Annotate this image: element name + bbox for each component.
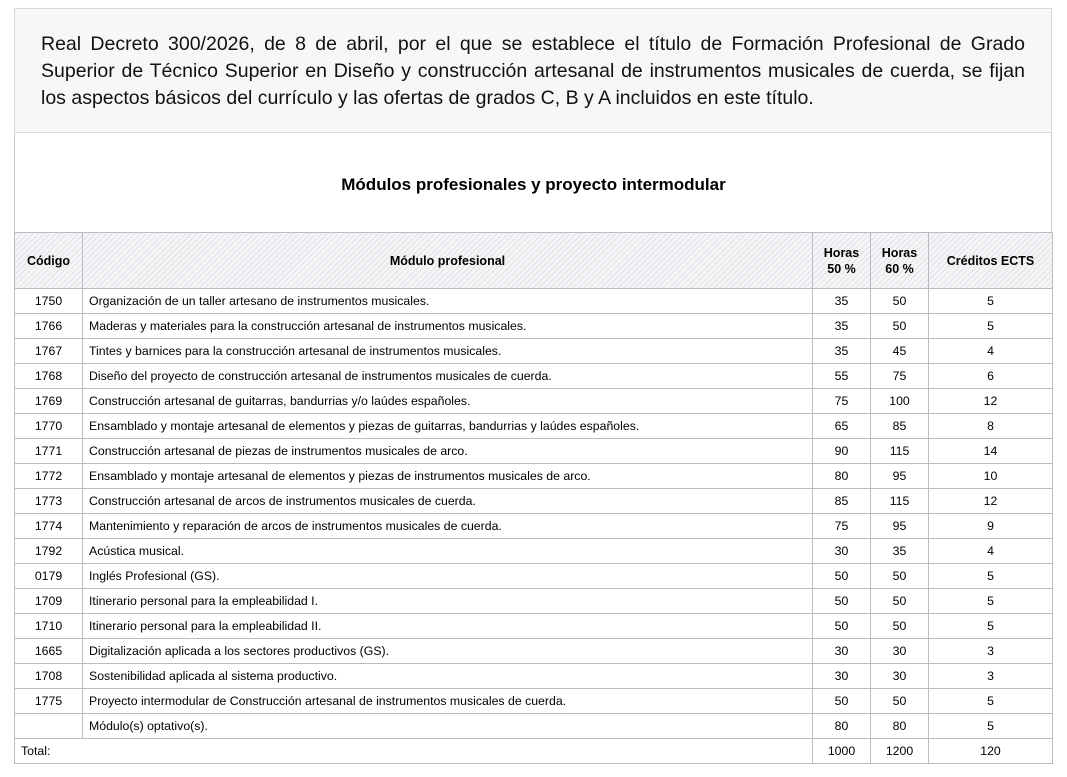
cell-horas-50: 30 xyxy=(813,664,871,689)
cell-codigo: 1772 xyxy=(15,464,83,489)
cell-ects: 4 xyxy=(929,339,1053,364)
cell-horas-60: 35 xyxy=(871,539,929,564)
cell-horas-50: 30 xyxy=(813,639,871,664)
cell-codigo: 1709 xyxy=(15,589,83,614)
cell-modulo: Inglés Profesional (GS). xyxy=(83,564,813,589)
cell-horas-50: 30 xyxy=(813,539,871,564)
cell-ects: 9 xyxy=(929,514,1053,539)
cell-horas-50: 35 xyxy=(813,314,871,339)
cell-codigo: 1792 xyxy=(15,539,83,564)
table-row xyxy=(15,714,1053,739)
cell-codigo: 1766 xyxy=(15,314,83,339)
cell-codigo: 1708 xyxy=(15,664,83,689)
cell-modulo: Sostenibilidad aplicada al sistema productivo. xyxy=(83,664,813,689)
cell-ects: 14 xyxy=(929,439,1053,464)
table-row xyxy=(15,364,1053,389)
cell-horas-50: 80 xyxy=(813,464,871,489)
cell-horas-60: 50 xyxy=(871,614,929,639)
column-header-creditos-ects: Créditos ECTS xyxy=(929,233,1053,289)
modules-table-wrapper xyxy=(14,232,1052,764)
cell-horas-60: 85 xyxy=(871,414,929,439)
table-row xyxy=(15,289,1053,314)
total-horas-60: 1200 xyxy=(871,739,929,764)
cell-codigo: 1768 xyxy=(15,364,83,389)
table-row xyxy=(15,314,1053,339)
cell-horas-50: 55 xyxy=(813,364,871,389)
cell-horas-60: 95 xyxy=(871,514,929,539)
table-header-row xyxy=(15,233,1053,289)
cell-modulo: Mantenimiento y reparación de arcos de instrumentos musicales de cuerda. xyxy=(83,514,813,539)
table-row xyxy=(15,489,1053,514)
cell-modulo: Diseño del proyecto de construcción artesanal de instrumentos musicales de cuerda. xyxy=(83,364,813,389)
cell-modulo: Organización de un taller artesano de instrumentos musicales. xyxy=(83,289,813,314)
cell-horas-60: 80 xyxy=(871,714,929,739)
cell-horas-50: 50 xyxy=(813,564,871,589)
total-creditos-ects: 120 xyxy=(929,739,1053,764)
table-row xyxy=(15,414,1053,439)
cell-ects: 5 xyxy=(929,564,1053,589)
cell-horas-50: 75 xyxy=(813,389,871,414)
cell-horas-60: 75 xyxy=(871,364,929,389)
cell-modulo: Construcción artesanal de guitarras, bandurrias y/o laúdes españoles. xyxy=(83,389,813,414)
cell-horas-50: 90 xyxy=(813,439,871,464)
total-label: Total: xyxy=(15,739,813,764)
cell-codigo: 1771 xyxy=(15,439,83,464)
cell-modulo: Digitalización aplicada a los sectores productivos (GS). xyxy=(83,639,813,664)
cell-codigo: 0179 xyxy=(15,564,83,589)
horas-50-line2: 50 % xyxy=(827,261,856,276)
cell-horas-60: 50 xyxy=(871,314,929,339)
cell-codigo: 1775 xyxy=(15,689,83,714)
cell-horas-60: 30 xyxy=(871,664,929,689)
cell-modulo: Módulo(s) optativo(s). xyxy=(83,714,813,739)
cell-codigo xyxy=(15,714,83,739)
cell-modulo: Ensamblado y montaje artesanal de elementos y piezas de guitarras, bandurrias y laúdes españoles. xyxy=(83,414,813,439)
column-header-modulo-profesional: Módulo profesional xyxy=(83,233,813,289)
table-footer xyxy=(15,739,1053,764)
table-row xyxy=(15,589,1053,614)
cell-horas-50: 85 xyxy=(813,489,871,514)
table-row xyxy=(15,664,1053,689)
cell-horas-50: 50 xyxy=(813,589,871,614)
cell-codigo: 1750 xyxy=(15,289,83,314)
cell-ects: 12 xyxy=(929,389,1053,414)
column-header-codigo: Código xyxy=(15,233,83,289)
cell-ects: 5 xyxy=(929,714,1053,739)
cell-horas-60: 45 xyxy=(871,339,929,364)
cell-ects: 3 xyxy=(929,664,1053,689)
total-row xyxy=(15,739,1053,764)
cell-codigo: 1774 xyxy=(15,514,83,539)
cell-ects: 4 xyxy=(929,539,1053,564)
table-row xyxy=(15,689,1053,714)
cell-ects: 6 xyxy=(929,364,1053,389)
decree-banner xyxy=(14,8,1052,133)
cell-horas-60: 50 xyxy=(871,289,929,314)
column-header-horas-60 xyxy=(871,233,929,289)
cell-horas-60: 50 xyxy=(871,589,929,614)
cell-horas-50: 75 xyxy=(813,514,871,539)
cell-ects: 5 xyxy=(929,289,1053,314)
cell-horas-50: 50 xyxy=(813,689,871,714)
cell-horas-60: 50 xyxy=(871,564,929,589)
cell-codigo: 1773 xyxy=(15,489,83,514)
cell-horas-60: 95 xyxy=(871,464,929,489)
cell-modulo: Tintes y barnices para la construcción artesanal de instrumentos musicales. xyxy=(83,339,813,364)
cell-horas-60: 50 xyxy=(871,689,929,714)
cell-modulo: Itinerario personal para la empleabilidad I. xyxy=(83,589,813,614)
cell-horas-60: 30 xyxy=(871,639,929,664)
horas-60-line2: 60 % xyxy=(885,261,914,276)
cell-horas-60: 115 xyxy=(871,489,929,514)
modules-table xyxy=(14,232,1053,764)
cell-ects: 10 xyxy=(929,464,1053,489)
cell-ects: 5 xyxy=(929,689,1053,714)
cell-ects: 8 xyxy=(929,414,1053,439)
cell-ects: 5 xyxy=(929,589,1053,614)
section-heading: Módulos profesionales y proyecto intermodular xyxy=(341,175,726,194)
cell-ects: 3 xyxy=(929,639,1053,664)
cell-horas-50: 35 xyxy=(813,339,871,364)
decree-title-text: Real Decreto 300/2026, de 8 de abril, por el que se establece el título de Formación Profesional de Grado Superior de Técnico Superior en Diseño y construcción artesanal de instrumentos musicales de cuerda, se fijan los aspectos básicos del currículo y las ofertas de grados C, B y A incluidos en este título. xyxy=(41,33,1031,109)
cell-modulo: Acústica musical. xyxy=(83,539,813,564)
cell-modulo: Proyecto intermodular de Construcción artesanal de instrumentos musicales de cuerda. xyxy=(83,689,813,714)
cell-horas-50: 50 xyxy=(813,614,871,639)
cell-modulo: Ensamblado y montaje artesanal de elementos y piezas de instrumentos musicales de arco. xyxy=(83,464,813,489)
cell-modulo: Construcción artesanal de arcos de instrumentos musicales de cuerda. xyxy=(83,489,813,514)
cell-horas-50: 35 xyxy=(813,289,871,314)
table-header xyxy=(15,233,1053,289)
table-row xyxy=(15,439,1053,464)
table-row xyxy=(15,639,1053,664)
horas-50-line1: Horas xyxy=(823,245,860,260)
column-header-horas-50 xyxy=(813,233,871,289)
cell-modulo: Construcción artesanal de piezas de instrumentos musicales de arco. xyxy=(83,439,813,464)
cell-ects: 5 xyxy=(929,614,1053,639)
cell-codigo: 1769 xyxy=(15,389,83,414)
cell-horas-60: 115 xyxy=(871,439,929,464)
cell-modulo: Itinerario personal para la empleabilidad II. xyxy=(83,614,813,639)
cell-codigo: 1710 xyxy=(15,614,83,639)
table-row xyxy=(15,389,1053,414)
cell-codigo: 1767 xyxy=(15,339,83,364)
table-body xyxy=(15,289,1053,739)
cell-horas-60: 100 xyxy=(871,389,929,414)
table-row xyxy=(15,614,1053,639)
table-row xyxy=(15,464,1053,489)
cell-codigo: 1770 xyxy=(15,414,83,439)
cell-ects: 12 xyxy=(929,489,1053,514)
cell-horas-50: 65 xyxy=(813,414,871,439)
cell-ects: 5 xyxy=(929,314,1053,339)
table-row xyxy=(15,514,1053,539)
cell-horas-50: 80 xyxy=(813,714,871,739)
table-row xyxy=(15,564,1053,589)
horas-60-line1: Horas xyxy=(881,245,918,260)
table-row xyxy=(15,339,1053,364)
table-row xyxy=(15,539,1053,564)
cell-codigo: 1665 xyxy=(15,639,83,664)
total-horas-50: 1000 xyxy=(813,739,871,764)
cell-modulo: Maderas y materiales para la construcción artesanal de instrumentos musicales. xyxy=(83,314,813,339)
